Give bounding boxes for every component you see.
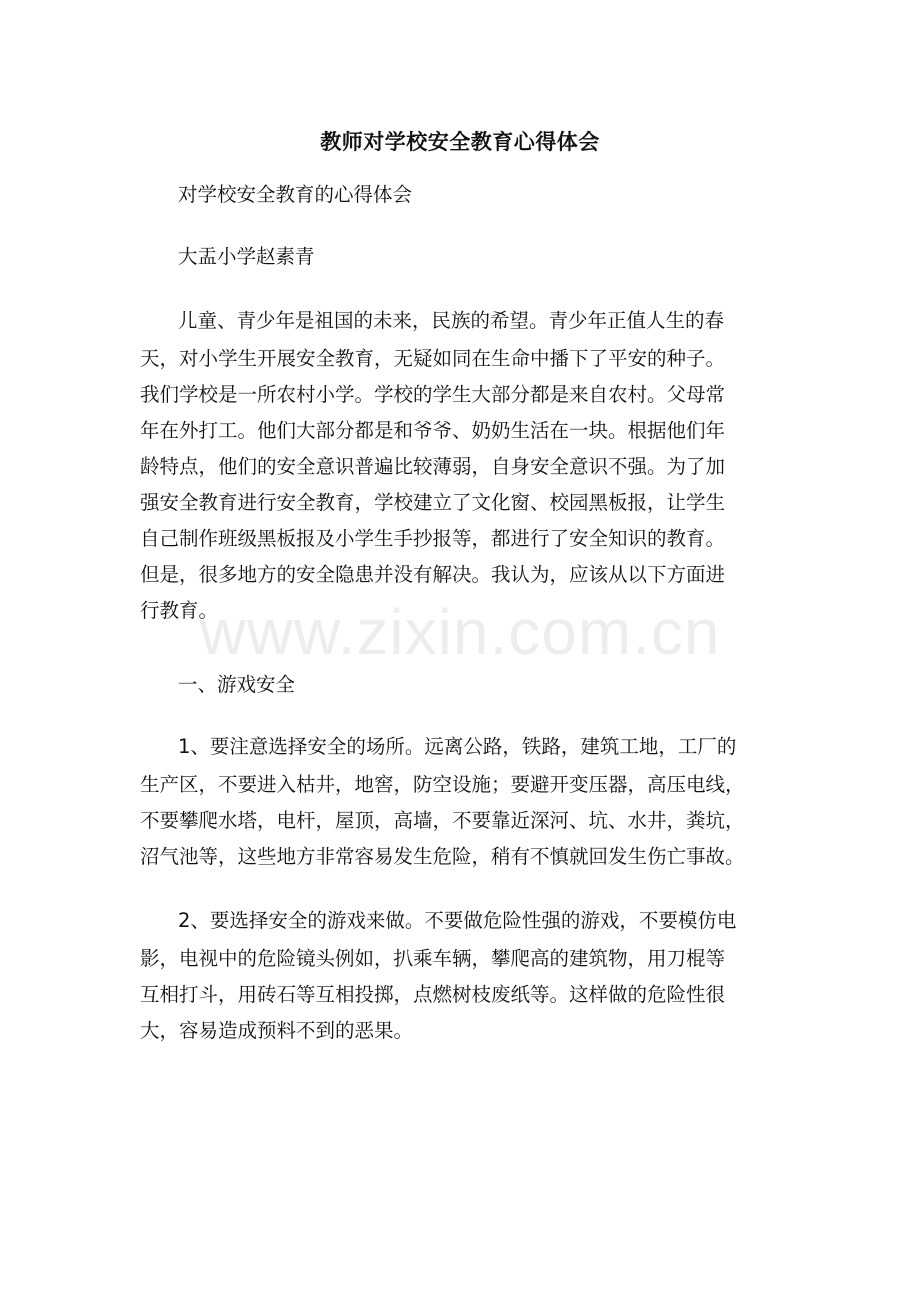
paragraph-line: 不要攀爬水塔，电杆，屋顶，高墙，不要靠近深河、坑、水井，粪坑， bbox=[140, 809, 745, 832]
paragraph-line: 自己制作班级黑板报及小学生手抄报等，都进行了安全知识的教育。 bbox=[140, 527, 726, 550]
paragraph-line: 互相打斗，用砖石等互相投掷，点燃树枝废纸等。这样做的危险性很 bbox=[140, 983, 726, 1006]
paragraph-line: 1、要注意选择安全的场所。远离公路，铁路，建筑工地，工厂的 bbox=[178, 735, 737, 758]
watermark: www.zixin.com.cn bbox=[199, 596, 721, 668]
author-line: 大盂小学赵素青 bbox=[178, 245, 315, 268]
paragraph-line: 强安全教育进行安全教育，学校建立了文化窗、校园黑板报，让学生 bbox=[140, 491, 726, 514]
paragraph-line: 行教育。 bbox=[140, 599, 219, 622]
paragraph-line: 儿童、青少年是祖国的未来，民族的希望。青少年正值人生的春 bbox=[178, 309, 725, 332]
paragraph-line: 生产区，不要进入枯井，地窖，防空设施；要避开变压器，高压电线， bbox=[140, 773, 745, 796]
paragraph-line: 影，电视中的危险镜头例如，扒乘车辆，攀爬高的建筑物，用刀棍等 bbox=[140, 947, 726, 970]
section-heading: 一、游戏安全 bbox=[178, 673, 296, 696]
paragraph-line: 大，容易造成预料不到的恶果。 bbox=[140, 1019, 414, 1042]
paragraph-line: 天，对小学生开展安全教育，无疑如同在生命中播下了平安的种子。 bbox=[140, 347, 726, 370]
paragraph-line: 龄特点，他们的安全意识普遍比较薄弱，自身安全意识不强。为了加 bbox=[140, 455, 726, 478]
paragraph-line: 但是，很多地方的安全隐患并没有解决。我认为，应该从以下方面进 bbox=[140, 563, 726, 586]
paragraph-line: 年在外打工。他们大部分都是和爷爷、奶奶生活在一块。根据他们年 bbox=[140, 419, 726, 442]
paragraph-line: 我们学校是一所农村小学。学校的学生大部分都是来自农村。父母常 bbox=[140, 383, 726, 406]
subtitle: 对学校安全教育的心得体会 bbox=[178, 183, 413, 206]
paragraph-line: 2、要选择安全的游戏来做。不要做危险性强的游戏，不要模仿电 bbox=[178, 909, 737, 932]
document-title: 教师对学校安全教育心得体会 bbox=[320, 130, 600, 154]
paragraph-line: 沼气池等，这些地方非常容易发生危险，稍有不慎就回发生伤亡事故。 bbox=[140, 845, 745, 868]
